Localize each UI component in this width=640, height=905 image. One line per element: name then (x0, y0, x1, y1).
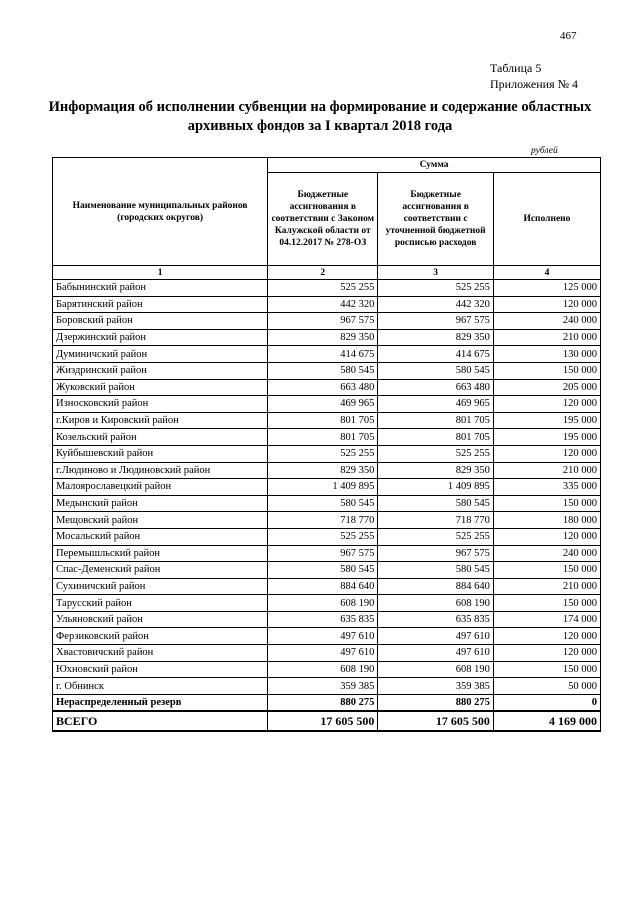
cell-a: 414 675 (268, 346, 378, 363)
cell-name: Козельский район (53, 429, 268, 446)
cell-c: 240 000 (493, 313, 600, 330)
table-row (53, 412, 601, 429)
cell-a: 884 640 (268, 578, 378, 595)
table-row (53, 462, 601, 479)
cell-b: 497 610 (378, 628, 493, 645)
cell-c: 120 000 (493, 396, 600, 413)
cell-c: 240 000 (493, 545, 600, 562)
table-row (53, 495, 601, 512)
cell-c: 125 000 (493, 280, 600, 297)
table-row (53, 512, 601, 529)
cell-a: 525 255 (268, 528, 378, 545)
total-name: ВСЕГО (53, 711, 268, 731)
cell-name: Медынский район (53, 495, 268, 512)
table-row (53, 280, 601, 297)
cell-c: 195 000 (493, 412, 600, 429)
col-number-3: 3 (378, 266, 493, 280)
cell-name: Юхновский район (53, 661, 268, 678)
table-row (53, 645, 601, 662)
cell-b: 414 675 (378, 346, 493, 363)
col-number-1: 1 (53, 266, 268, 280)
total-row (53, 711, 601, 731)
cell-name: Спас-Деменский район (53, 562, 268, 579)
cell-name: Жиздринский район (53, 362, 268, 379)
cell-c: 150 000 (493, 362, 600, 379)
cell-name: Малоярославецкий район (53, 479, 268, 496)
cell-a: 469 965 (268, 396, 378, 413)
table-row (53, 479, 601, 496)
table-number: Таблица 5 (490, 61, 542, 75)
cell-b: 525 255 (378, 280, 493, 297)
cell-c: 120 000 (493, 445, 600, 462)
table-row (53, 611, 601, 628)
table-row (53, 578, 601, 595)
cell-name: Думиничский район (53, 346, 268, 363)
cell-name: Мещовский район (53, 512, 268, 529)
cell-b: 635 835 (378, 611, 493, 628)
cell-a: 967 575 (268, 545, 378, 562)
cell-a: 497 610 (268, 645, 378, 662)
cell-a: 525 255 (268, 280, 378, 297)
cell-c: 150 000 (493, 661, 600, 678)
header-col3: Бюджетные ассигнования в соответствии с уточненной бюджетной росписью расходов (378, 173, 493, 266)
cell-a: 829 350 (268, 462, 378, 479)
cell-c: 120 000 (493, 296, 600, 313)
cell-c: 150 000 (493, 495, 600, 512)
cell-a: 635 835 (268, 611, 378, 628)
cell-b: 1 409 895 (378, 479, 493, 496)
cell-a: 663 480 (268, 379, 378, 396)
cell-name: г. Обнинск (53, 678, 268, 695)
cell-name: г.Киров и Кировский район (53, 412, 268, 429)
table-row (53, 595, 601, 612)
table-row (53, 562, 601, 579)
cell-b: 580 545 (378, 495, 493, 512)
cell-name: Боровский район (53, 313, 268, 330)
header-col2: Бюджетные ассигнования в соответствии с Законом Калужской области от 04.12.2017 № 278-ОЗ (268, 173, 378, 266)
table-row (53, 678, 601, 695)
cell-c: 50 000 (493, 678, 600, 695)
reserve-row (53, 694, 601, 711)
cell-b: 469 965 (378, 396, 493, 413)
cell-a: 608 190 (268, 595, 378, 612)
cell-a: 525 255 (268, 445, 378, 462)
cell-a: 718 770 (268, 512, 378, 529)
table-row (53, 296, 601, 313)
cell-a: 967 575 (268, 313, 378, 330)
total-b: 17 605 500 (378, 711, 493, 731)
cell-c: 210 000 (493, 462, 600, 479)
cell-b: 608 190 (378, 661, 493, 678)
cell-name: Жуковский район (53, 379, 268, 396)
document-title: Информация об исполнении субвенции на формирование и содержание областных архивных фондов за I квартал 2018 года (48, 99, 592, 134)
cell-b: 829 350 (378, 329, 493, 346)
cell-name: Перемышльский район (53, 545, 268, 562)
table-row (53, 628, 601, 645)
reserve-c: 0 (493, 694, 600, 711)
cell-c: 120 000 (493, 645, 600, 662)
page-number: 467 (560, 30, 577, 42)
units-label: рублей (531, 146, 558, 156)
table-row (53, 362, 601, 379)
cell-name: Сухиничский район (53, 578, 268, 595)
cell-b: 442 320 (378, 296, 493, 313)
cell-b: 967 575 (378, 313, 493, 330)
cell-a: 580 545 (268, 562, 378, 579)
cell-name: Барятинский район (53, 296, 268, 313)
cell-b: 580 545 (378, 562, 493, 579)
total-a: 17 605 500 (268, 711, 378, 731)
cell-name: Тарусский район (53, 595, 268, 612)
header-sum: Сумма (268, 158, 601, 173)
cell-name: Бабынинский район (53, 280, 268, 297)
table-label (490, 60, 580, 92)
table-row (53, 545, 601, 562)
cell-b: 663 480 (378, 379, 493, 396)
table-row (53, 329, 601, 346)
cell-c: 210 000 (493, 329, 600, 346)
cell-c: 150 000 (493, 595, 600, 612)
cell-a: 580 545 (268, 495, 378, 512)
table-row (53, 396, 601, 413)
cell-b: 525 255 (378, 445, 493, 462)
cell-c: 120 000 (493, 628, 600, 645)
cell-b: 580 545 (378, 362, 493, 379)
cell-name: Дзержинский район (53, 329, 268, 346)
cell-c: 205 000 (493, 379, 600, 396)
cell-a: 829 350 (268, 329, 378, 346)
cell-b: 829 350 (378, 462, 493, 479)
col-number-4: 4 (493, 266, 600, 280)
cell-c: 335 000 (493, 479, 600, 496)
reserve-name: Нераспределенный резерв (53, 694, 268, 711)
reserve-a: 880 275 (268, 694, 378, 711)
cell-c: 150 000 (493, 562, 600, 579)
cell-c: 174 000 (493, 611, 600, 628)
cell-b: 608 190 (378, 595, 493, 612)
cell-a: 801 705 (268, 412, 378, 429)
cell-a: 801 705 (268, 429, 378, 446)
cell-b: 718 770 (378, 512, 493, 529)
table-body (53, 280, 601, 732)
cell-b: 497 610 (378, 645, 493, 662)
total-c: 4 169 000 (493, 711, 600, 731)
cell-a: 580 545 (268, 362, 378, 379)
header-name: Наименование муниципальных районов (городских округов) (53, 158, 268, 266)
cell-a: 359 385 (268, 678, 378, 695)
subvention-table (52, 157, 601, 732)
cell-c: 180 000 (493, 512, 600, 529)
cell-a: 608 190 (268, 661, 378, 678)
cell-name: Ферзиковский район (53, 628, 268, 645)
cell-name: Хвастовичский район (53, 645, 268, 662)
cell-c: 120 000 (493, 528, 600, 545)
cell-name: Мосальский район (53, 528, 268, 545)
header-col4: Исполнено (493, 173, 600, 266)
cell-name: Куйбышевский район (53, 445, 268, 462)
cell-c: 210 000 (493, 578, 600, 595)
col-number-2: 2 (268, 266, 378, 280)
table-row (53, 661, 601, 678)
cell-name: Износковский район (53, 396, 268, 413)
cell-b: 359 385 (378, 678, 493, 695)
cell-b: 525 255 (378, 528, 493, 545)
cell-a: 442 320 (268, 296, 378, 313)
cell-name: г.Людиново и Людиновский район (53, 462, 268, 479)
cell-b: 967 575 (378, 545, 493, 562)
cell-a: 1 409 895 (268, 479, 378, 496)
table-row (53, 528, 601, 545)
cell-c: 195 000 (493, 429, 600, 446)
table-row (53, 313, 601, 330)
appendix-number: Приложения № 4 (490, 77, 579, 91)
table-row (53, 445, 601, 462)
cell-c: 130 000 (493, 346, 600, 363)
table-row (53, 429, 601, 446)
cell-b: 884 640 (378, 578, 493, 595)
cell-a: 497 610 (268, 628, 378, 645)
cell-name: Ульяновский район (53, 611, 268, 628)
cell-b: 801 705 (378, 429, 493, 446)
table-row (53, 346, 601, 363)
reserve-b: 880 275 (378, 694, 493, 711)
table-row (53, 379, 601, 396)
cell-b: 801 705 (378, 412, 493, 429)
